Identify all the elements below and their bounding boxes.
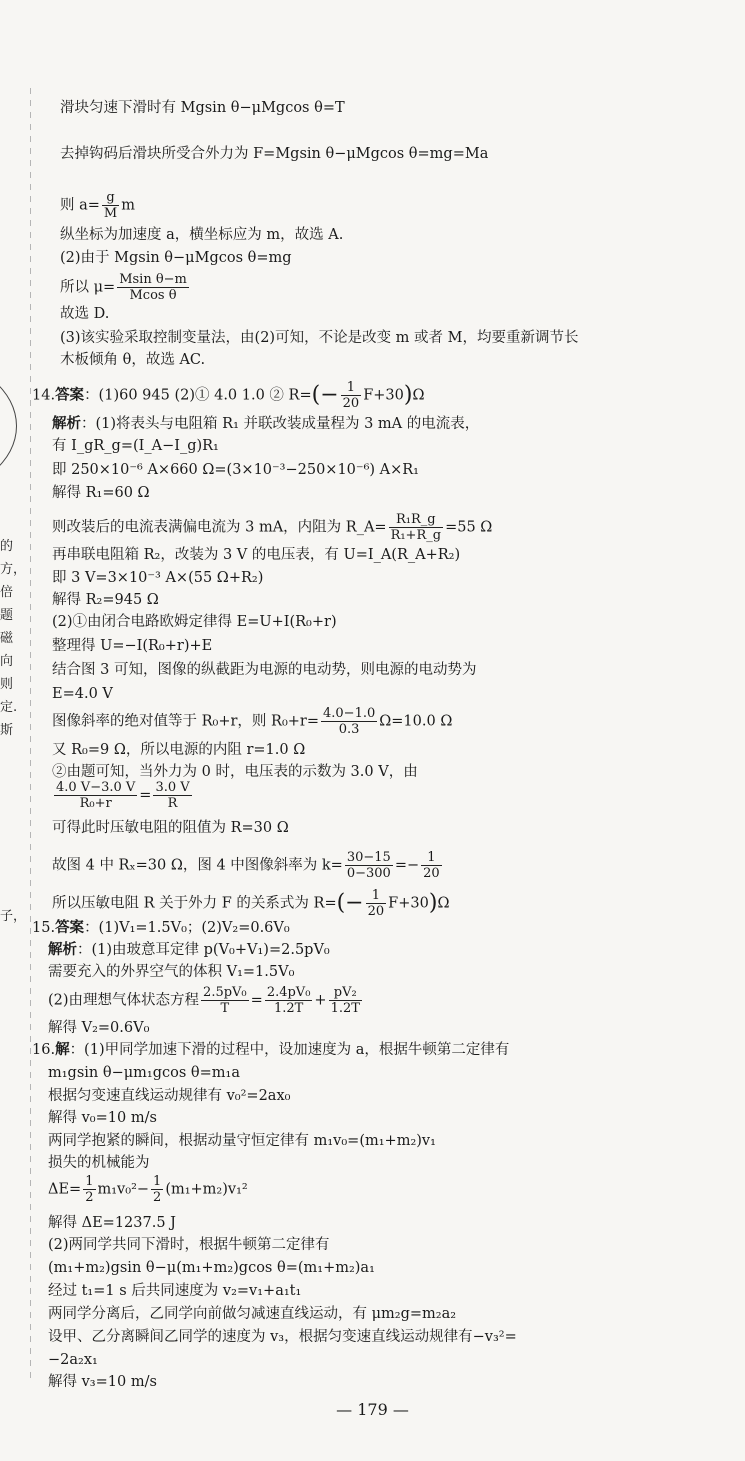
fraction <box>389 512 444 543</box>
text-line: (2)由于 Mgsin θ−μMgcos θ=mg <box>60 250 292 266</box>
answer-label: 答案 <box>55 386 85 404</box>
text-line: 根据匀变速直线运动规律有 v₀²=2ax₀ <box>48 1088 291 1104</box>
formula-suffix: =55 Ω <box>445 519 493 536</box>
formula-prefix: 图像斜率的绝对值等于 R₀+r，则 R₀+r= <box>52 713 319 730</box>
formula-prefix: 则改装后的电流表满偏电流为 3 mA，内阻为 R_A= <box>52 519 387 536</box>
formula-suffix: Ω <box>437 895 450 912</box>
numerator: 2.4pV₀ <box>266 985 311 1000</box>
fraction <box>83 1174 95 1205</box>
formula-line <box>52 850 685 881</box>
question-16-line <box>32 1040 509 1060</box>
text-line: 即 250×10⁻⁶ A×660 Ω=(3×10⁻³−250×10⁻⁶) A×R₁ <box>52 462 419 478</box>
text-line: 可得此时压敏电阻的阻值为 R=30 Ω <box>52 820 289 836</box>
numerator: 1 <box>85 1174 94 1189</box>
analysis-line <box>48 940 685 960</box>
fraction <box>151 1174 163 1205</box>
text-line: −2a₂x₁ <box>48 1352 98 1368</box>
denominator: 0−300 <box>346 866 391 881</box>
text-line: (3)该实验采取控制变量法，由(2)可知，不论是改变 m 或者 M，均要重新调节长 <box>60 330 579 346</box>
answer-text: ：(1)60 945 (2)① 4.0 1.0 ② R= <box>84 387 312 404</box>
paren-right: ) <box>403 382 413 408</box>
numerator: g <box>102 190 119 206</box>
numerator: 4.0 V−3.0 V <box>56 780 136 795</box>
text-line: E=4.0 V <box>52 686 113 702</box>
numerator: pV₂ <box>329 985 362 1001</box>
formula-prefix: 故图 4 中 Rₓ=30 Ω，图 4 中图像斜率为 k= <box>52 857 343 874</box>
denominator: 20 <box>342 396 360 411</box>
fraction <box>329 985 362 1016</box>
question-number: 14. <box>32 387 56 404</box>
denominator: 1.2T <box>273 1001 304 1016</box>
fraction <box>201 985 249 1016</box>
formula-suffix: m <box>121 197 135 214</box>
paren-right: ) <box>428 890 438 916</box>
text-line: 再串联电阻箱 R₂，改装为 3 V 的电压表，有 U=I_A(R_A+R₂) <box>52 547 461 563</box>
fraction <box>102 190 119 221</box>
fraction <box>321 706 377 737</box>
text-line: 又 R₀=9 Ω，所以电源的内阻 r=1.0 Ω <box>52 742 306 758</box>
numerator: Msin θ−m <box>119 272 187 287</box>
fraction <box>117 272 189 303</box>
denominator: 0.3 <box>338 722 360 737</box>
text-line: 即 3 V=3×10⁻³ A×(55 Ω+R₂) <box>52 570 264 586</box>
formula-line <box>60 190 685 221</box>
analysis-line <box>52 414 685 434</box>
formula-prefix: (2)由理想气体状态方程 <box>48 992 200 1009</box>
fraction <box>54 780 137 811</box>
text-line: 两同学抱紧的瞬间，根据动量守恒定律有 m₁v₀=(m₁+m₂)v₁ <box>48 1133 436 1149</box>
formula-line <box>52 512 685 543</box>
fraction <box>265 985 313 1016</box>
text-line: 纵坐标为加速度 a，横坐标应为 m，故选 A. <box>60 227 344 243</box>
equals: = <box>139 787 152 804</box>
solution-text: ：(1)甲同学加速下滑的过程中，设加速度为 a，根据牛顿第二定律有 <box>69 1042 510 1058</box>
formula-line <box>52 706 685 737</box>
equals: = <box>250 992 263 1009</box>
text-line: 解得 ΔE=1237.5 J <box>48 1215 176 1231</box>
question-14-answer-line <box>32 380 424 411</box>
text-line: (2)①由闭合电路欧姆定律得 E=U+I(R₀+r) <box>52 614 337 630</box>
page-number: — 179 — <box>336 1400 409 1419</box>
formula-suffix: Ω=10.0 Ω <box>379 713 453 730</box>
text-line: 结合图 3 可知，图像的纵截距为电源的电动势，则电源的电动势为 <box>52 662 477 678</box>
formula-suffix: (m₁+m₂)v₁² <box>165 1181 248 1198</box>
text-line: 解得 R₂=945 Ω <box>52 592 159 608</box>
binding-margin-rule <box>30 88 31 1378</box>
formula-mid: m₁v₀²− <box>97 1181 150 1198</box>
solution-label: 解 <box>55 1041 70 1058</box>
text-line: 解得 R₁=60 Ω <box>52 485 150 501</box>
answer-label: 答案 <box>55 919 85 936</box>
text-line: 解得 v₀=10 m/s <box>48 1110 157 1126</box>
denominator: T <box>220 1001 230 1016</box>
formula-line <box>52 780 685 811</box>
numerator: 1 <box>366 888 387 904</box>
fraction <box>153 780 191 811</box>
fraction <box>345 850 393 881</box>
text-line: 解得 V₂=0.6V₀ <box>48 1020 150 1036</box>
analysis-label: 解析 <box>52 415 81 432</box>
formula-prefix: 则 a= <box>60 197 100 214</box>
denominator: Mcos θ <box>129 288 177 303</box>
answer-mid: F+30 <box>363 387 404 404</box>
text-line: 故选 D. <box>60 306 110 322</box>
text-line: 损失的机械能为 <box>48 1155 150 1171</box>
numerator: 1 <box>341 380 362 396</box>
numerator: 30−15 <box>346 850 391 865</box>
text-line: m₁gsin θ−μm₁gcos θ=m₁a <box>48 1065 241 1081</box>
formula-line <box>48 1174 685 1205</box>
plus: + <box>314 992 327 1009</box>
answer-text: ：(1)V₁=1.5V₀；(2)V₂=0.6V₀ <box>84 920 290 936</box>
margin-circle-arc <box>0 360 17 492</box>
text-line: 需要充入的外界空气的体积 V₁=1.5V₀ <box>48 964 295 980</box>
formula-mid: =− <box>394 857 420 874</box>
numerator: R₁R_g <box>389 512 444 528</box>
text-line: ②由题可知，当外力为 0 时，电压表的示数为 3.0 V，由 <box>52 764 418 780</box>
question-15-answer-line <box>32 918 290 938</box>
text-line: 有 I_gR_g=(I_A−I_g)R₁ <box>52 438 219 454</box>
analysis-text: ：(1)将表头与电阻箱 R₁ 并联改装成量程为 3 mA 的电流表， <box>81 416 480 432</box>
answer-unit: Ω <box>412 387 425 404</box>
denominator: R₀+r <box>79 796 112 811</box>
formula-line <box>60 272 685 303</box>
formula-line <box>48 985 685 1016</box>
text-line: (2)两同学共同下滑时，根据牛顿第二定律有 <box>48 1237 330 1253</box>
text-line: 滑块匀速下滑时有 Mgsin θ−μMgcos θ=T <box>60 100 345 116</box>
numerator: 1 <box>421 850 442 866</box>
formula-prefix: 所以 μ= <box>60 279 116 296</box>
text-line: 去掉钩码后滑块所受合外力为 F=Mgsin θ−μMgcos θ=mg=Ma <box>60 146 489 162</box>
text-line: 经过 t₁=1 s 后共同速度为 v₂=v₁+a₁t₁ <box>48 1283 302 1299</box>
margin-text-fragment: 的方，倍题磁向则定.斯 <box>0 539 27 738</box>
numerator: 1 <box>153 1174 162 1189</box>
denominator: 20 <box>423 866 440 881</box>
denominator: R₁+R_g <box>390 528 442 543</box>
text-line: 两同学分离后，乙同学向前做匀减速直线运动，有 μm₂g=m₂a₂ <box>48 1306 457 1322</box>
denominator: M <box>103 206 118 221</box>
denominator: R <box>167 796 178 811</box>
numerator: 4.0−1.0 <box>323 706 376 721</box>
formula-prefix: ΔE= <box>48 1181 82 1198</box>
text-line: 设甲、乙分离瞬间乙同学的速度为 v₃，根据匀变速直线运动规律有−v₃²= <box>48 1329 517 1345</box>
text-line: 木板倾角 θ，故选 AC. <box>60 352 206 368</box>
denominator: 2 <box>153 1190 162 1205</box>
numerator: 2.5pV₀ <box>203 985 247 1000</box>
denominator: 2 <box>85 1190 94 1205</box>
margin-text-fragment-lower: 子， <box>0 909 27 924</box>
formula-prefix: 所以压敏电阻 R 关于外力 F 的关系式为 R= <box>52 895 337 912</box>
paren-left: (− <box>336 890 364 916</box>
fraction <box>421 850 442 881</box>
denominator: 1.2T <box>330 1001 360 1016</box>
numerator: 3.0 V <box>155 780 190 795</box>
analysis-label: 解析 <box>48 941 77 958</box>
question-number: 16. <box>32 1042 56 1058</box>
analysis-text: ：(1)由玻意耳定律 p(V₀+V₁)=2.5pV₀ <box>77 942 330 958</box>
denominator: 20 <box>367 904 385 919</box>
text-line: 整理得 U=−I(R₀+r)+E <box>52 638 213 654</box>
paren-left: (− <box>311 382 339 408</box>
text-line: 解得 v₃=10 m/s <box>48 1374 157 1390</box>
text-line: (m₁+m₂)gsin θ−μ(m₁+m₂)gcos θ=(m₁+m₂)a₁ <box>48 1260 375 1276</box>
formula-mid: F+30 <box>388 895 429 912</box>
formula-line <box>52 888 685 919</box>
question-number: 15. <box>32 920 56 936</box>
fraction <box>341 380 362 411</box>
fraction <box>366 888 387 919</box>
